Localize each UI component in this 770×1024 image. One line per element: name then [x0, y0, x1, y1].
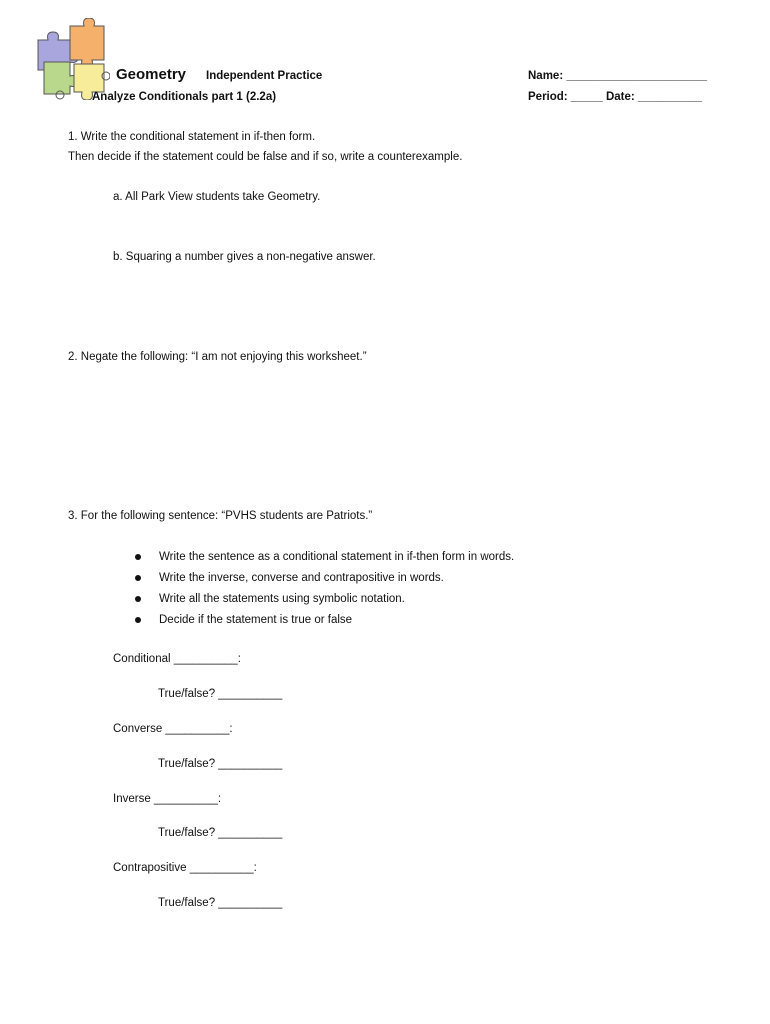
conditional-true-false[interactable]: True/false? __________	[158, 688, 283, 700]
question-1a: a. All Park View students take Geometry.	[113, 191, 321, 203]
question-3-instructions-list	[132, 549, 514, 633]
conditional-answer-line[interactable]: Conditional __________:	[113, 653, 241, 665]
inverse-answer-line[interactable]: Inverse __________:	[113, 793, 222, 805]
lesson-title: Analyze Conditionals part 1 (2.2a)	[92, 91, 277, 103]
question-3-prompt: 3. For the following sentence: “PVHS students are Patriots.”	[68, 510, 373, 522]
list-item: Write the inverse, converse and contrapositive in words.	[132, 570, 514, 591]
question-1-instructions: Then decide if the statement could be false and if so, write a counterexample.	[68, 151, 463, 163]
inverse-true-false[interactable]: True/false? __________	[158, 827, 283, 839]
bullet-icon	[135, 575, 141, 581]
bullet-icon	[135, 554, 141, 560]
question-1-prompt: 1. Write the conditional statement in if-then form.	[68, 131, 316, 143]
question-1b: b. Squaring a number gives a non-negative answer.	[113, 251, 376, 263]
bullet-icon	[135, 617, 141, 623]
converse-answer-line[interactable]: Converse __________:	[113, 723, 233, 735]
list-item: Write all the statements using symbolic notation.	[132, 591, 514, 612]
puzzle-pieces-icon	[34, 18, 110, 100]
period-date-field[interactable]: Period: _____ Date: __________	[528, 91, 702, 103]
contrapositive-answer-line[interactable]: Contrapositive __________:	[113, 862, 257, 874]
bullet-icon	[135, 596, 141, 602]
list-item: Decide if the statement is true or false	[132, 612, 514, 633]
page-subtitle: Independent Practice	[206, 70, 323, 82]
contrapositive-true-false[interactable]: True/false? __________	[158, 897, 283, 909]
question-2-prompt: 2. Negate the following: “I am not enjoying this worksheet.”	[68, 351, 367, 363]
page-title: Geometry	[116, 66, 187, 83]
name-field[interactable]: Name: ______________________	[528, 70, 708, 82]
converse-true-false[interactable]: True/false? __________	[158, 758, 283, 770]
list-item: Write the sentence as a conditional statement in if-then form in words.	[132, 549, 514, 570]
